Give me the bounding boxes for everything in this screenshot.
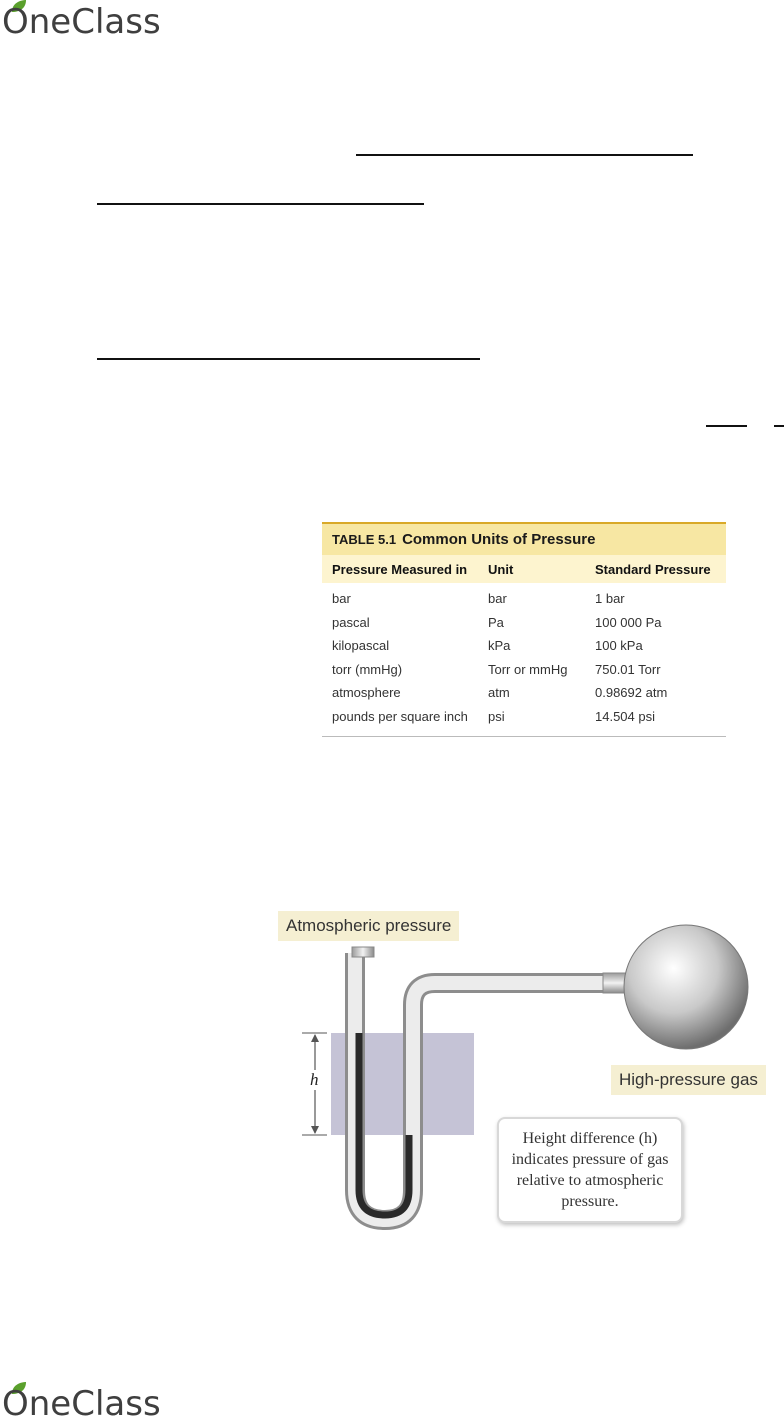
table-cell: pounds per square inch [332, 708, 468, 724]
table-row [322, 611, 726, 635]
table-cell: pascal [332, 614, 370, 630]
height-label: h [307, 1070, 322, 1090]
logo-wordmark: OneClass [2, 2, 161, 42]
atmospheric-pressure-label: Atmospheric pressure [278, 911, 459, 941]
gas-bulb [624, 925, 748, 1049]
blank-line [356, 154, 693, 156]
blank-line [706, 425, 747, 427]
table-row [322, 705, 726, 729]
table-cell: bar [488, 591, 507, 607]
table-cell: 750.01 Torr [595, 661, 661, 677]
table-cell: atmosphere [332, 685, 401, 701]
manometer-diagram [275, 905, 784, 1235]
oneclass-logo-footer [2, 1382, 177, 1428]
blank-line [97, 203, 424, 205]
table-cell: torr (mmHg) [332, 661, 403, 677]
table-row [322, 681, 726, 705]
table-cell: bar [332, 591, 351, 607]
table-cell: Torr or mmHg [488, 661, 568, 677]
blank-line [97, 358, 480, 360]
column-header: Standard Pressure [595, 561, 711, 577]
blank-line [774, 425, 784, 427]
column-header: Unit [488, 561, 514, 577]
column-header: Pressure Measured in [332, 561, 468, 577]
table-cell: 100 kPa [595, 638, 643, 654]
table-cell: 100 000 Pa [595, 614, 662, 630]
height-difference-note: Height difference (h) indicates pressure of gas relative to atmospheric pressure. [497, 1117, 683, 1223]
high-pressure-gas-label: High-pressure gas [611, 1065, 766, 1095]
table-cell: Pa [488, 614, 504, 630]
table-cell: kPa [488, 638, 511, 654]
table-cell: psi [488, 708, 505, 724]
table-bottom-rule [322, 728, 726, 737]
oneclass-logo [2, 0, 177, 46]
table-title: Common Units of Pressure [402, 531, 596, 548]
table-caption [322, 522, 726, 555]
table-header-row [322, 555, 726, 583]
table-number: TABLE 5.1 [332, 532, 397, 547]
table-row [322, 587, 726, 611]
table-cell: 0.98692 atm [595, 685, 668, 701]
pressure-units-table [322, 522, 726, 737]
table-cell: atm [488, 685, 510, 701]
table-cell: kilopascal [332, 638, 390, 654]
logo-wordmark: OneClass [2, 1384, 161, 1424]
table-cell: 1 bar [595, 591, 625, 607]
table-row [322, 634, 726, 658]
table-cell: 14.504 psi [595, 708, 655, 724]
table-row [322, 658, 726, 682]
